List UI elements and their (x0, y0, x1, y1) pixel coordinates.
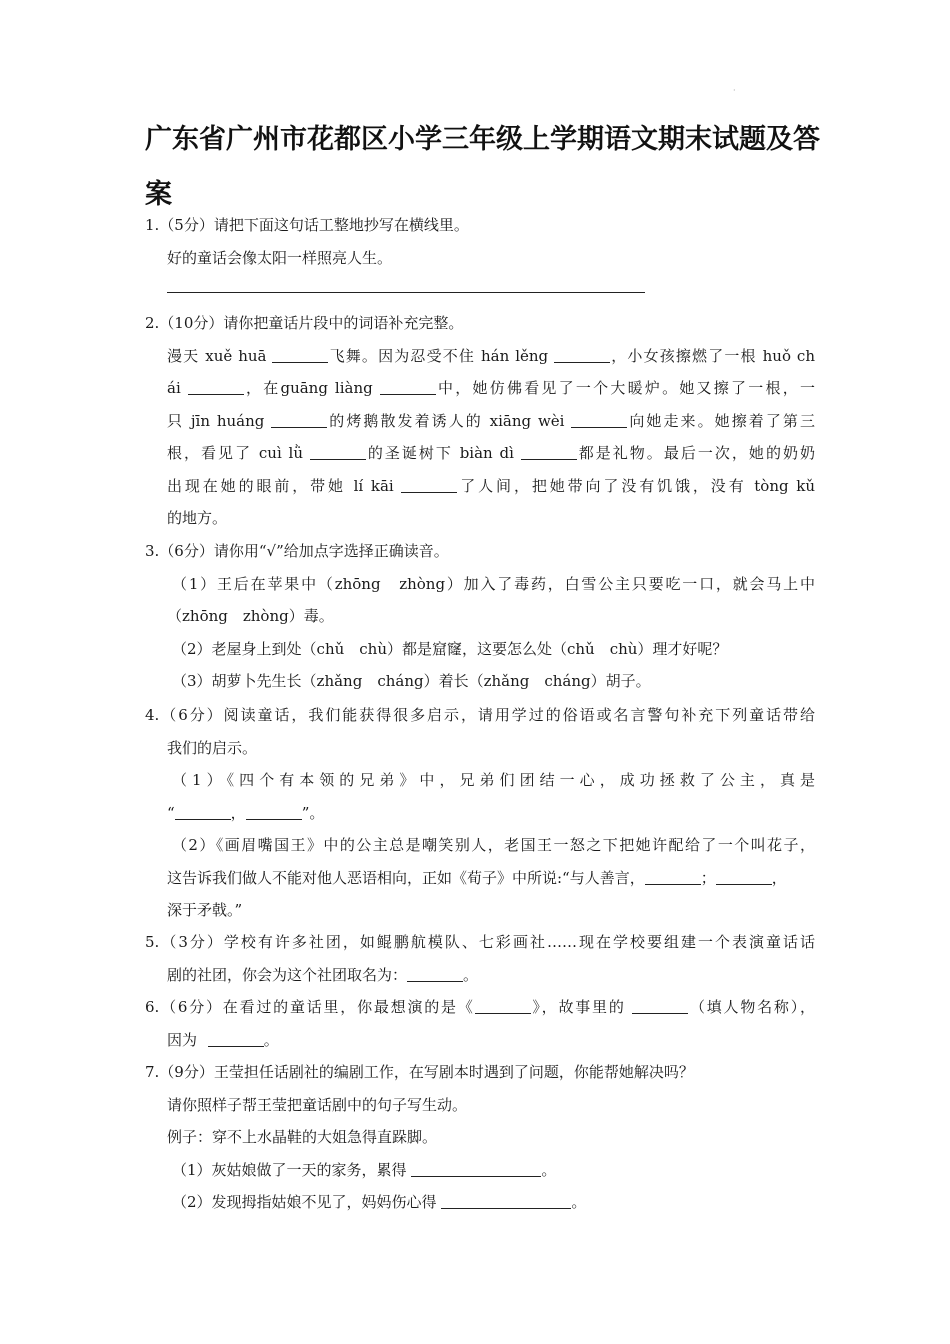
question-7-instruction: 请你照样子帮王莹把童话剧中的句子写生动。 (167, 1095, 468, 1114)
question-2-line-3: 只 jīn huáng 的烤鹅散发着诱人的 xiāng wèi 向她走来。她擦着了第三 (167, 411, 815, 430)
question-4-item-2-cont: 这告诉我们做人不能对他人恶语相向，正如《荀子》中所说:“与人善言， ； ， (167, 868, 787, 887)
answer-blank[interactable] (175, 804, 231, 820)
question-1 (145, 209, 815, 293)
question-4-item-2-end: 深于矛戟。” (167, 901, 243, 919)
question-2-line-4: 根，看见了 cuì lǜ 的圣诞树下 biàn dì 都是礼物。最后一次，她的奶奶 (167, 444, 815, 462)
question-3-item-2: （2）老屋身上到处（chǔ chù）都是窟窿，这要怎么处（chǔ chù）理才好呢？ (172, 639, 728, 658)
answer-blank[interactable] (272, 347, 328, 363)
question-3-stem: 3.（6分）请你用“√”给加点字选择正确读音。 (145, 542, 449, 560)
question-1-stem: 1.（5分）请把下面这句话工整地抄写在横线里。 (145, 216, 469, 234)
question-3-item-1: （1）王后在苹果中（zhōng zhòng）加入了毒药，白雪公主只要吃一口，就会马上中 (172, 574, 815, 593)
question-7-example: 例子：穿不上水晶鞋的大姐急得直跺脚。 (167, 1128, 438, 1146)
question-6 (145, 991, 815, 1056)
question-5 (145, 926, 815, 991)
answer-blank[interactable] (521, 444, 577, 460)
answer-blank[interactable] (645, 869, 701, 885)
answer-blank[interactable] (716, 869, 772, 885)
question-2-line-2: ái ，在guāng liàng 中，她仿佛看见了一个大暖炉。她又擦了一根，一 (167, 379, 815, 397)
question-5-stem-cont: 剧的社团，你会为这个社团取名为： 。 (167, 965, 479, 984)
answer-blank[interactable] (407, 966, 463, 982)
question-1-text: 好的童话会像太阳一样照亮人生。 (167, 248, 393, 267)
question-4-item-1-cont: “ ， ”。 (167, 803, 325, 822)
answer-blank[interactable] (271, 412, 327, 428)
question-7-stem: 7.（9分）王莹担任话剧社的编剧工作，在写剧本时遇到了问题，你能帮她解决吗？ (145, 1063, 694, 1081)
question-2-line-5: 出现在她的眼前，带她 lí kāi 了人间，把她带向了没有饥饿，没有 tòng kǔ (167, 476, 815, 495)
answer-blank[interactable] (208, 1031, 264, 1047)
question-4-stem-cont: 我们的启示。 (167, 738, 258, 757)
question-7-item-1: （1）灰姑娘做了一天的家务，累得 。 (172, 1160, 557, 1179)
answer-blank[interactable] (571, 412, 627, 428)
question-5-stem: 5.（3分）学校有许多社团，如鲲鹏航模队、七彩画社……现在学校要组建一个表演童话话 (145, 933, 815, 951)
question-3-item-3: （3）胡萝卜先生长（zhǎng cháng）着长（zhǎng cháng）胡子。 (172, 672, 651, 690)
question-4 (145, 699, 815, 927)
question-7 (145, 1056, 815, 1219)
question-3 (145, 535, 815, 698)
question-2-line-1: 漫天 xuě huā 飞舞。因为忍受不住 hán lěng ，小女孩擦燃了一根 huǒ ch (167, 346, 815, 365)
question-2-stem: 2.（10分）请你把童话片段中的词语补充完整。 (145, 314, 464, 332)
answer-blank[interactable] (310, 444, 366, 460)
question-4-item-2: （2）《画眉嘴国王》中的公主总是嘲笑别人，老国王一怒之下把她许配给了一个叫花子， (172, 836, 815, 854)
page-mark: · (733, 86, 736, 95)
answer-blank[interactable] (246, 804, 302, 820)
question-7-item-2: （2）发现拇指姑娘不见了，妈妈伤心得 。 (172, 1193, 587, 1211)
question-6-stem: 6.（6分）在看过的童话里，你最想演的是《 》，故事里的 （填人物名称）， (145, 998, 815, 1016)
question-6-stem-cont: 因为 。 (167, 1030, 279, 1049)
answer-blank[interactable] (475, 998, 531, 1014)
answer-blank[interactable] (380, 379, 436, 395)
question-4-stem: 4.（6分）阅读童话，我们能获得很多启示，请用学过的俗语或名言警句补充下列童话带给 (145, 706, 815, 724)
answer-blank[interactable] (632, 998, 688, 1014)
answer-blank[interactable] (554, 347, 610, 363)
question-2 (145, 307, 815, 535)
question-2-line-6: 的地方。 (167, 509, 228, 527)
question-3-item-1-cont: （zhōng zhòng）毒。 (167, 607, 334, 625)
question-4-item-1: （1）《四个有本领的兄弟》中，兄弟们团结一心，成功拯救了公主，真是 (172, 771, 815, 789)
answer-blank[interactable] (411, 1161, 541, 1177)
answer-line[interactable] (167, 274, 645, 293)
answer-blank[interactable] (441, 1193, 571, 1209)
page-title: 广东省广州市花都区小学三年级上学期语文期末试题及答案 (145, 124, 820, 210)
answer-blank[interactable] (188, 379, 244, 395)
answer-blank[interactable] (401, 477, 457, 493)
